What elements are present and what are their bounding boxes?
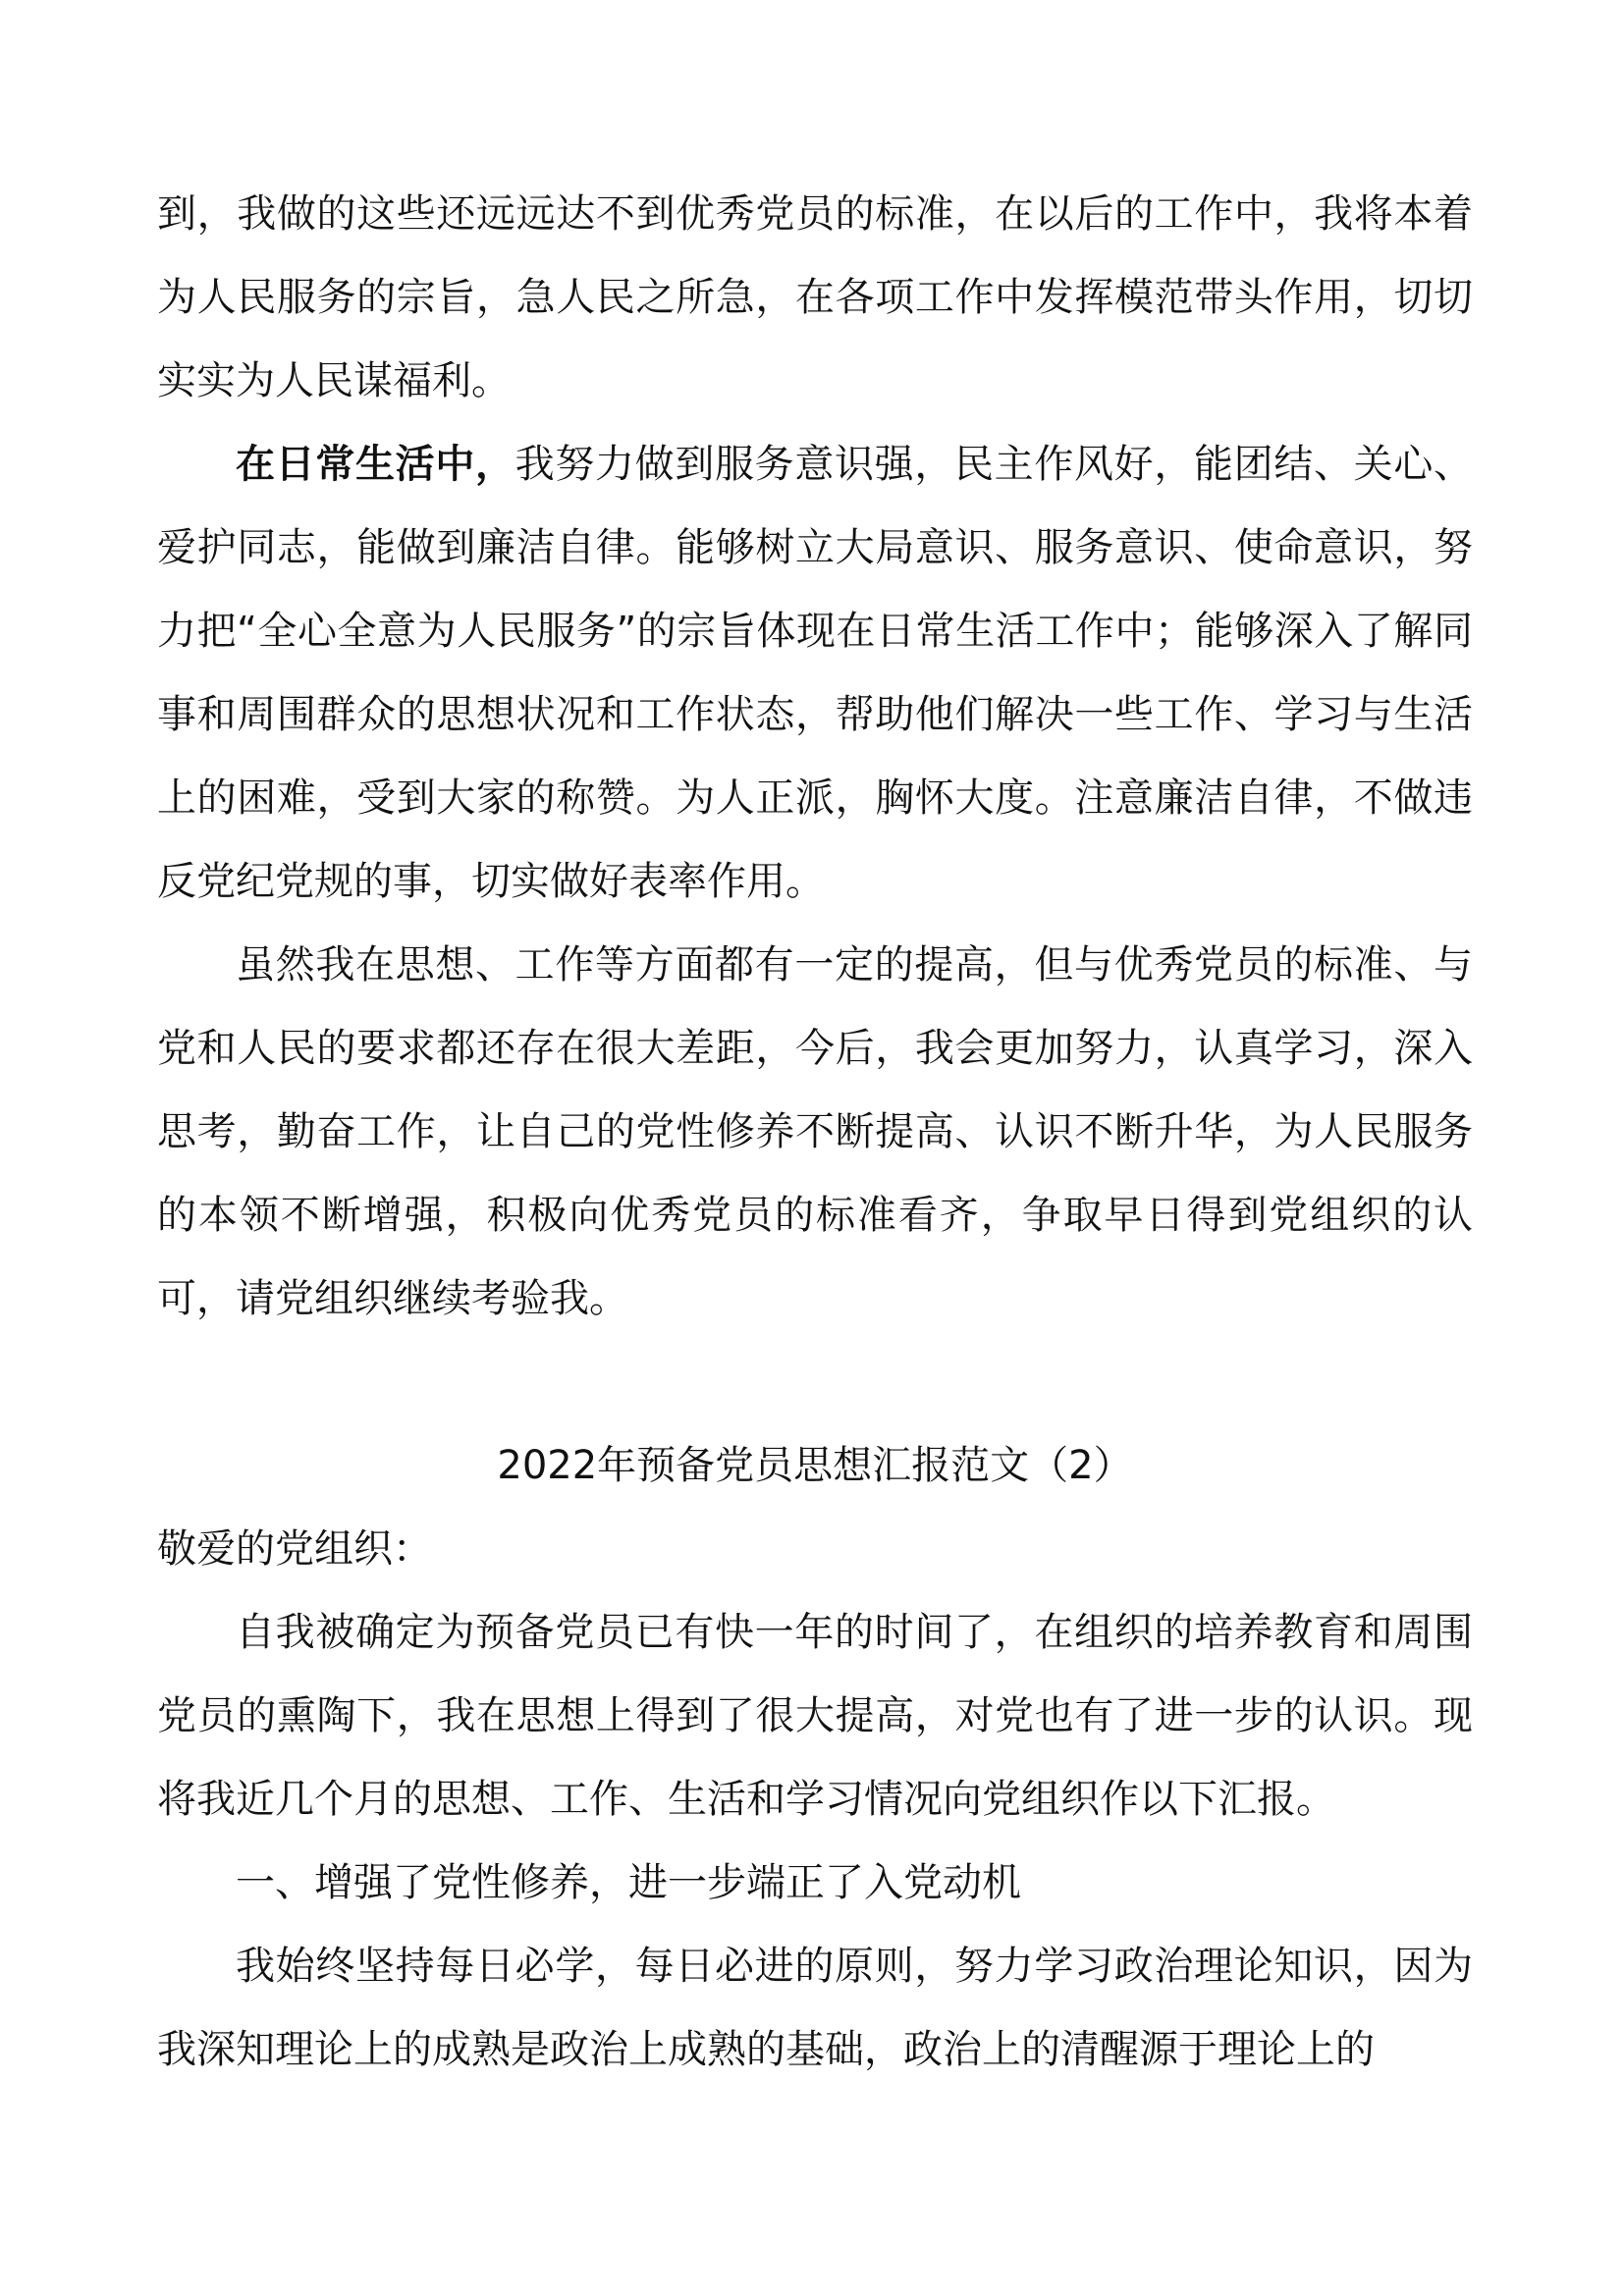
paragraph-body: 我努力做到服务意识强，民主作风好，能团结、关心、爱护同志，能做到廉洁自律。能够树立大局意识、服务意识、使命意识，努力把“全心全意为人民服务”的宗旨体现在日常生活工作中；能够深入了解同事和周围群众的思想状况和工作状态，帮助他们解决一些工作、学习与生活上的困难，受到大家的称赞。为人正派，胸怀大度。注意廉洁自律，不做违反党纪党规的事，切实做好表率作用。 [157, 442, 1474, 904]
section-heading: 一、增强了党性修养，进一步端正了入党动机 [236, 1860, 1021, 1905]
salutation: 敬爱的党组织： [157, 1526, 432, 1572]
section-gap [157, 1341, 1473, 1424]
paragraph-lead-bold: 在日常生活中， [236, 442, 515, 487]
paragraph-conclusion: 虽然我在思想、工作等方面都有一定的提高，但与优秀党员的标准、与党和人民的要求都还存在很大差距，今后，我会更加努力，认真学习，深入思考，勤奋工作，让自己的党性修养不断提高、认识不断升华，为人民服务的本领不断增强，积极向优秀党员的标准看齐，争取早日得到党组织的认可，请党组织继续考验我。 [157, 942, 1473, 1321]
paragraph-continuation: 到，我做的这些还远远达不到优秀党员的标准，在以后的工作中，我将本着为人民服务的宗旨，急人民之所急，在各项工作中发挥模范带头作用，切切实实为人民谋福利。 [157, 191, 1473, 403]
paragraph-daily-life [157, 423, 1473, 924]
paragraph-intro: 自我被确定为预备党员已有快一年的时间了，在组织的培养教育和周围党员的熏陶下，我在思想上得到了很大提高，对党也有了进一步的认识。现将我近几个月的思想、工作、生活和学习情况向党组织作以下汇报。 [157, 1610, 1473, 1822]
paragraph-study: 我始终坚持每日必学，每日必进的原则，努力学习政治理论知识，因为我深知理论上的成熟是政治上成熟的基础，政治上的清醒源于理论上的 [157, 1944, 1473, 2072]
document-page [157, 173, 1473, 2092]
document-title: 2022年预备党员思想汇报范文（2） [497, 1443, 1133, 1488]
